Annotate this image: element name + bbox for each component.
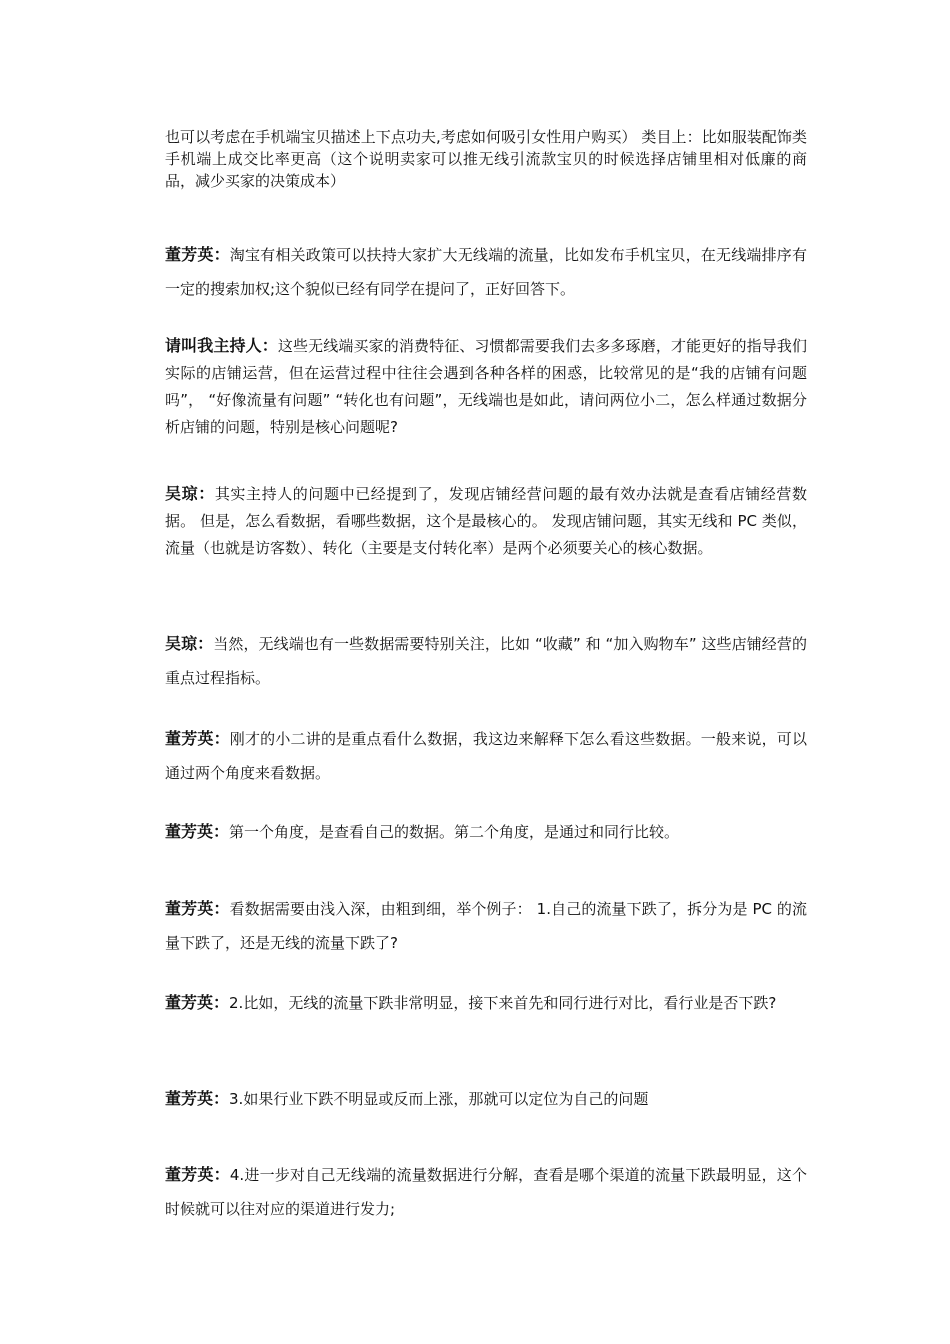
speaker-label: 吴琼： [165,484,215,503]
speaker-label: 董芳英： [165,1089,230,1108]
paragraph-text: 4.进一步对自己无线端的流量数据进行分解，查看是哪个渠道的流量下跌最明显，这个时候就可以往对应的渠道进行发力; [165,1166,807,1218]
speaker-label: 请叫我主持人： [165,336,278,355]
paragraph-text: 看数据需要由浅入深，由粗到细，举个例子： 1.自己的流量下跌了，拆分为是 PC 的流量下跌了，还是无线的流量下跌了? [165,900,807,952]
paragraph-11 [165,1158,807,1226]
paragraph-1 [165,126,807,192]
speaker-label: 董芳英： [165,1165,230,1184]
speaker-label: 董芳英： [165,899,230,918]
paragraph-7 [165,818,807,846]
paragraph-4 [165,480,807,562]
speaker-label: 董芳英： [165,729,230,748]
paragraph-5 [165,627,807,695]
paragraph-text: 也可以考虑在手机端宝贝描述上下点功夫,考虑如何吸引女性用户购买） 类目上：比如服装配饰类手机端上成交比率更高（这个说明卖家可以推无线引流款宝贝的时候选择店铺里相对低廉的商品，减少买家的决策成本） [165,128,807,190]
paragraph-text: 这些无线端买家的消费特征、习惯都需要我们去多多琢磨，才能更好的指导我们实际的店铺运营，但在运营过程中往往会遇到各种各样的困惑，比较常见的是“我的店铺有问题吗”， “好像流量有问题” “转化也有问题”，无线端也是如此，请问两位小二，怎么样通过数据分析店铺的问题，特别是核心问题呢? [165,337,807,436]
speaker-label: 董芳英： [165,993,230,1012]
paragraph-text: 3.如果行业下跌不明显或反而上涨，那就可以定位为自己的问题 [229,1090,649,1108]
paragraph-text: 淘宝有相关政策可以扶持大家扩大无线端的流量，比如发布手机宝贝，在无线端排序有一定的搜索加权;这个貌似已经有同学在提问了，正好回答下。 [165,246,807,298]
paragraph-text: 其实主持人的问题中已经提到了，发现店铺经营问题的最有效办法就是查看店铺经营数据。 但是，怎么看数据，看哪些数据，这个是最核心的。 发现店铺问题，其实无线和 PC 类似，流量（也就是访客数）、转化（主要是支付转化率）是两个必须要关心的核心数据。 [165,485,807,557]
paragraph-6 [165,722,807,790]
speaker-label: 董芳英： [165,822,230,841]
paragraph-text: 刚才的小二讲的是重点看什么数据，我这边来解释下怎么看这些数据。一般来说，可以通过两个角度来看数据。 [165,730,807,782]
speaker-label: 董芳英： [165,245,230,264]
paragraph-text: 2.比如，无线的流量下跌非常明显，接下来首先和同行进行对比，看行业是否下跌? [229,994,777,1012]
paragraph-3 [165,332,807,441]
paragraph-2 [165,238,807,306]
paragraph-text: 第一个角度，是查看自己的数据。第二个角度，是通过和同行比较。 [229,823,680,841]
speaker-label: 吴琼： [165,634,214,653]
paragraph-9 [165,986,807,1020]
paragraph-8 [165,892,807,960]
paragraph-10 [165,1085,807,1113]
paragraph-text: 当然，无线端也有一些数据需要特别关注，比如 “收藏” 和 “加入购物车” 这些店铺经营的重点过程指标。 [165,635,807,687]
